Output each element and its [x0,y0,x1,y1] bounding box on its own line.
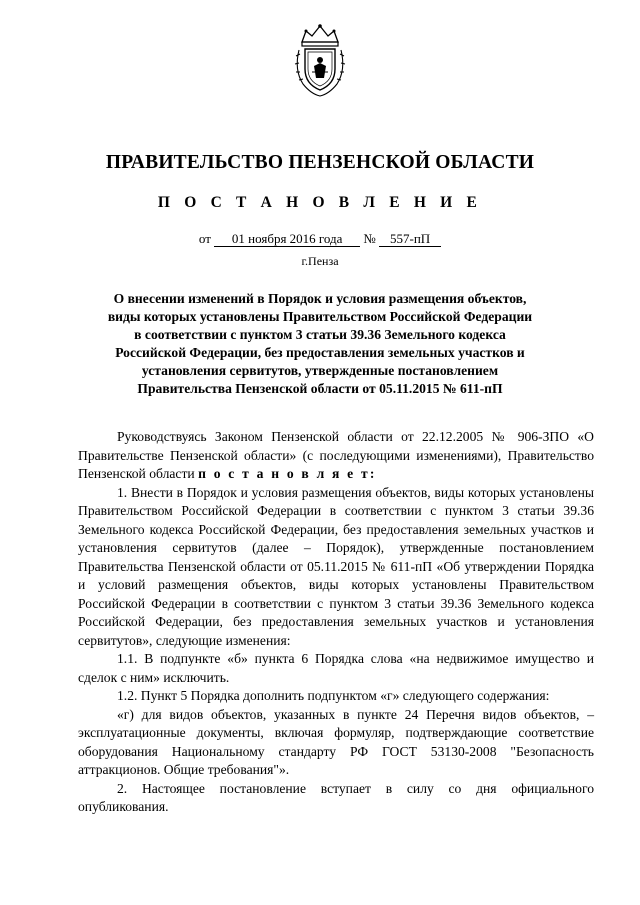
date-number-line [0,231,640,247]
heading-line: установления сервитутов, утвержденные постановлением [141,363,499,378]
city: г.Пенза [301,254,339,268]
resolves-word: п о с т а н о в л я е т: [198,466,377,481]
document-body [78,428,594,817]
paragraph-1: 1. Внести в Порядок и условия размещения объектов, виды которых установлены Правительством Российской Федерации в соответствии с пунктом 3 статьи 39.36 Земельного кодекса Российской Федерации, без предоставления земельных участков и установления сервитутов (далее – Порядок), утвержденные постановлением Правительства Пензенской области от 05.11.2015 № 611-пП «Об утверждении Порядка и условий размещения объектов, виды которых установлены Правительством Российской Федерации в соответствии с пунктом 3 статьи 39.36 Земельного кодекса Российской Федерации, без предоставления земельных участков и установления сервитутов», следующие изменения: [78,484,594,648]
paragraph-2: 2. Настоящее постановление вступает в силу со дня официального опубликования. [78,780,594,814]
heading-line: О внесении изменений в Порядок и условия размещения объектов, [113,291,527,306]
document-heading [96,290,544,398]
date-prefix: от [198,231,211,246]
heading-line: Российской Федерации, без предоставления земельных участков и [115,345,525,360]
intro-paragraph [78,428,594,484]
heading-line: в соответствии с пунктом 3 статьи 39.36 Земельного кодекса [134,327,506,342]
number-prefix: № [363,231,376,246]
heading-line: Правительства Пензенской области от 05.11.2015 № 611-пП [137,381,503,396]
intro-text: Руководствуясь Законом Пензенской области от 22.12.2005 № 906-ЗПО «О Правительстве Пензенской области» (с последующими изменениями), Правительство Пензенской области [78,429,594,481]
paragraph-1-1: 1.1. В подпункте «б» пункта 6 Порядка слова «на недвижимое имущество и сделок с ним» исключить. [78,651,594,685]
government-title: ПРАВИТЕЛЬСТВО ПЕНЗЕНСКОЙ ОБЛАСТИ [105,152,535,173]
paragraph-1-2-quote: «г) для видов объектов, указанных в пункте 24 Перечня видов объектов, – эксплуатационные документы, включая формуляр, подтверждающие соответствие оборудования Национальному стандарту РФ ГОСТ 53130-2008 "Безопасность аттракционов. Общие требования"». [78,706,594,777]
document-number: 557-пП [379,232,441,247]
coat-of-arms-icon [293,22,347,98]
paragraph-1-2: 1.2. Пункт 5 Порядка дополнить подпунктом «г» следующего содержания: [117,688,550,703]
document-date: 01 ноября 2016 года [214,232,360,247]
document-type: П О С Т А Н О В Л Е Н И Е [157,194,483,211]
heading-line: виды которых установлены Правительством Российской Федерации [107,309,533,324]
